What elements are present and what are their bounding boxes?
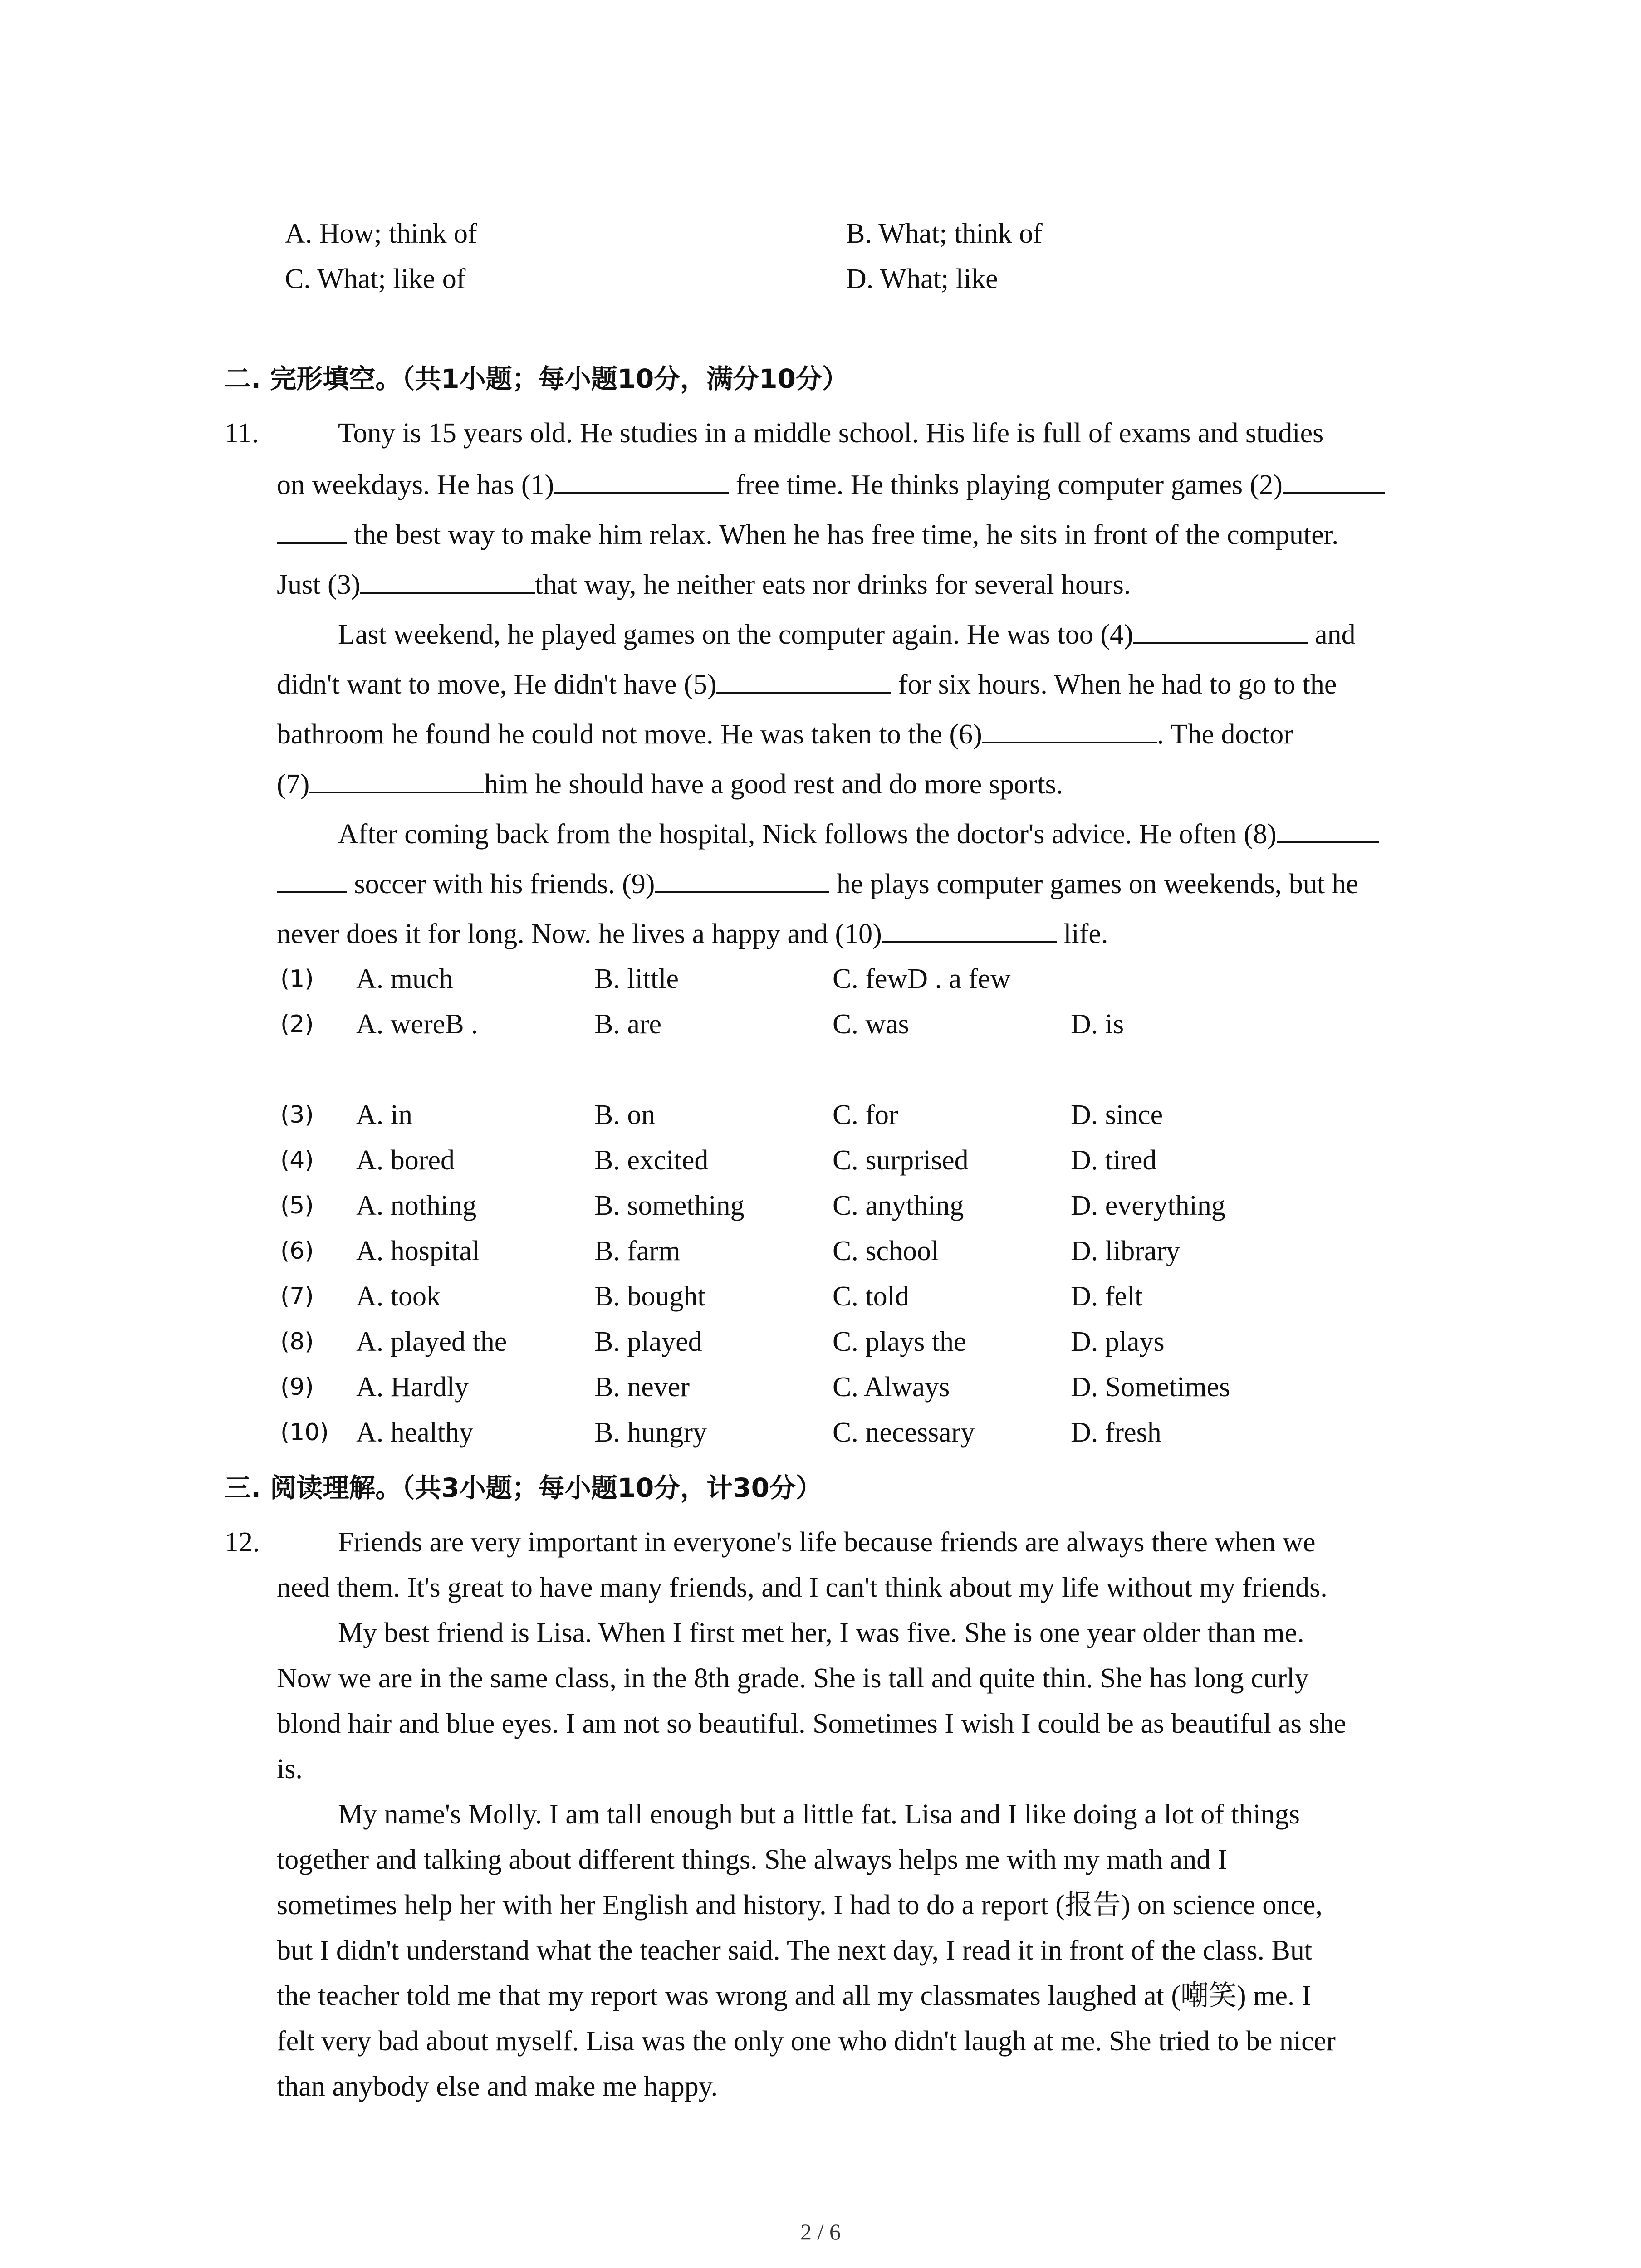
option-number: (5) — [280, 1192, 314, 1219]
choice-d[interactable]: D. plays — [1071, 1326, 1165, 1357]
choice-d[interactable]: D. everything — [1071, 1190, 1225, 1221]
passage-line: My best friend is Lisa. When I first met her, I was five. She is one year older than me. — [338, 1618, 1304, 1648]
passage-line: didn't want to move, He didn't have (5) for six hours. When he had to go to the — [277, 665, 1337, 703]
passage-line: than anybody else and make me happy. — [277, 2071, 718, 2102]
passage-line: After coming back from the hospital, Nick follows the doctor's advice. He often (8) — [338, 814, 1379, 852]
option-c: C. What; like of — [285, 264, 466, 294]
passage-line: the best way to make him relax. When he has free time, he sits in front of the computer. — [277, 515, 1338, 553]
option-d: D. What; like — [846, 264, 998, 294]
choice-a[interactable]: A. played the — [356, 1326, 507, 1357]
answer-blank-6[interactable] — [982, 714, 1157, 743]
choice-b[interactable]: B. never — [594, 1372, 690, 1403]
passage-line: felt very bad about myself. Lisa was the only one who didn't laugh at me. She tried to be nicer — [277, 2026, 1336, 2057]
passage-line: never does it for long. Now. he lives a happy and (10) life. — [277, 914, 1108, 952]
choice-a[interactable]: A. nothing — [356, 1190, 477, 1221]
choice-d[interactable]: D. is — [1071, 1009, 1124, 1040]
answer-blank-10[interactable] — [882, 914, 1057, 943]
choice-d[interactable]: D. fresh — [1071, 1417, 1161, 1448]
choice-a[interactable]: A. Hardly — [356, 1372, 469, 1403]
choice-a[interactable]: A. much — [356, 963, 453, 994]
passage-line: together and talking about different things. She always helps me with my math and I — [277, 1844, 1227, 1875]
answer-blank-5[interactable] — [716, 665, 891, 694]
passage-line: blond hair and blue eyes. I am not so beautiful. Sometimes I wish I could be as beautiful as she — [277, 1708, 1347, 1739]
choice-c[interactable]: C. told — [833, 1281, 909, 1312]
passage-line: soccer with his friends. (9) he plays computer games on weekends, but he — [277, 864, 1358, 902]
choice-b[interactable]: B. hungry — [594, 1417, 707, 1448]
answer-blank-2[interactable] — [1283, 465, 1385, 494]
choice-b[interactable]: B. are — [594, 1009, 662, 1040]
question-number: 11. — [225, 418, 259, 449]
answer-blank-9[interactable] — [655, 864, 829, 893]
passage-line: the teacher told me that my report was wrong and all my classmates laughed at (嘲笑) me. I — [277, 1980, 1311, 2011]
choice-d[interactable]: D. Sometimes — [1071, 1372, 1230, 1403]
option-a: A. How; think of — [285, 218, 477, 249]
choice-c[interactable]: C. was — [833, 1009, 909, 1040]
passage-line: bathroom he found he could not move. He was taken to the (6) . The doctor — [277, 714, 1293, 753]
choice-b[interactable]: B. little — [594, 963, 679, 994]
choice-b[interactable]: B. on — [594, 1100, 656, 1130]
choice-d[interactable]: D. tired — [1071, 1145, 1157, 1176]
choice-a[interactable]: A. took — [356, 1281, 441, 1312]
choice-c[interactable]: C. for — [833, 1100, 898, 1130]
option-number: (1) — [280, 965, 314, 992]
passage-line: Last weekend, he played games on the computer again. He was too (4) and — [338, 615, 1356, 653]
answer-blank-7[interactable] — [309, 764, 484, 793]
answer-blank-4[interactable] — [1133, 615, 1308, 644]
choice-c[interactable]: C. school — [833, 1236, 939, 1266]
choice-c[interactable]: C. plays the — [833, 1326, 966, 1357]
choice-b[interactable]: B. excited — [594, 1145, 709, 1176]
choice-c[interactable]: C. fewD . a few — [833, 963, 1011, 994]
choice-c[interactable]: C. necessary — [833, 1417, 975, 1448]
choice-c[interactable]: C. anything — [833, 1190, 964, 1221]
option-number: (7) — [280, 1283, 314, 1310]
choice-a[interactable]: A. healthy — [356, 1417, 474, 1448]
answer-blank-1[interactable] — [554, 465, 729, 494]
answer-blank-8-cont — [277, 864, 347, 893]
page-number: 2 / 6 — [800, 2219, 841, 2244]
choice-d[interactable]: D. since — [1071, 1100, 1163, 1130]
answer-blank-8[interactable] — [1277, 814, 1379, 843]
passage-line: My name's Molly. I am tall enough but a little fat. Lisa and I like doing a lot of things — [338, 1799, 1300, 1830]
choice-a[interactable]: A. wereB . — [356, 1009, 478, 1040]
question-number: 12. — [225, 1527, 260, 1558]
passage-line: Just (3) that way, he neither eats nor drinks for several hours. — [277, 565, 1131, 603]
option-b: B. What; think of — [846, 218, 1043, 249]
option-number: (6) — [280, 1237, 314, 1265]
passage-line: (7) him he should have a good rest and do more sports. — [277, 764, 1063, 802]
choice-d[interactable]: D. library — [1071, 1236, 1181, 1266]
passage-line: sometimes help her with her English and history. I had to do a report (报告) on science once, — [277, 1890, 1323, 1921]
option-number: (2) — [280, 1011, 314, 1038]
passage-line: is. — [277, 1754, 303, 1784]
choice-a[interactable]: A. hospital — [356, 1236, 480, 1266]
option-number: (9) — [280, 1374, 314, 1401]
choice-a[interactable]: A. in — [356, 1100, 412, 1130]
option-number: (3) — [280, 1101, 314, 1129]
option-number: (4) — [280, 1147, 314, 1174]
choice-c[interactable]: C. Always — [833, 1372, 950, 1403]
choice-a[interactable]: A. bored — [356, 1145, 455, 1176]
option-number: (10) — [280, 1419, 329, 1446]
section-heading-reading: 三. 阅读理解。（共3小题；每小题10分，计30分） — [225, 1472, 823, 1503]
option-number: (8) — [280, 1328, 314, 1355]
passage-line: on weekdays. He has (1) free time. He thinks playing computer games (2) — [277, 465, 1385, 503]
choice-b[interactable]: B. something — [594, 1190, 745, 1221]
choice-b[interactable]: B. farm — [594, 1236, 681, 1266]
answer-blank-3[interactable] — [360, 565, 535, 594]
passage-line: but I didn't understand what the teacher said. The next day, I read it in front of the class. But — [277, 1935, 1313, 1966]
passage-line: Friends are very important in everyone's life because friends are always there when we — [338, 1527, 1316, 1558]
choice-d[interactable]: D. felt — [1071, 1281, 1143, 1312]
choice-b[interactable]: B. bought — [594, 1281, 705, 1312]
section-heading-cloze: 二. 完形填空。（共1小题；每小题10分，满分10分） — [225, 363, 849, 394]
choice-b[interactable]: B. played — [594, 1326, 702, 1357]
passage-line: need them. It's great to have many friends, and I can't think about my life without my friends. — [277, 1572, 1327, 1603]
answer-blank-2-cont — [277, 515, 347, 544]
passage-line: Now we are in the same class, in the 8th grade. She is tall and quite thin. She has long curly — [277, 1663, 1309, 1694]
passage-line: Tony is 15 years old. He studies in a middle school. His life is full of exams and studies — [338, 418, 1324, 449]
choice-c[interactable]: C. surprised — [833, 1145, 969, 1176]
